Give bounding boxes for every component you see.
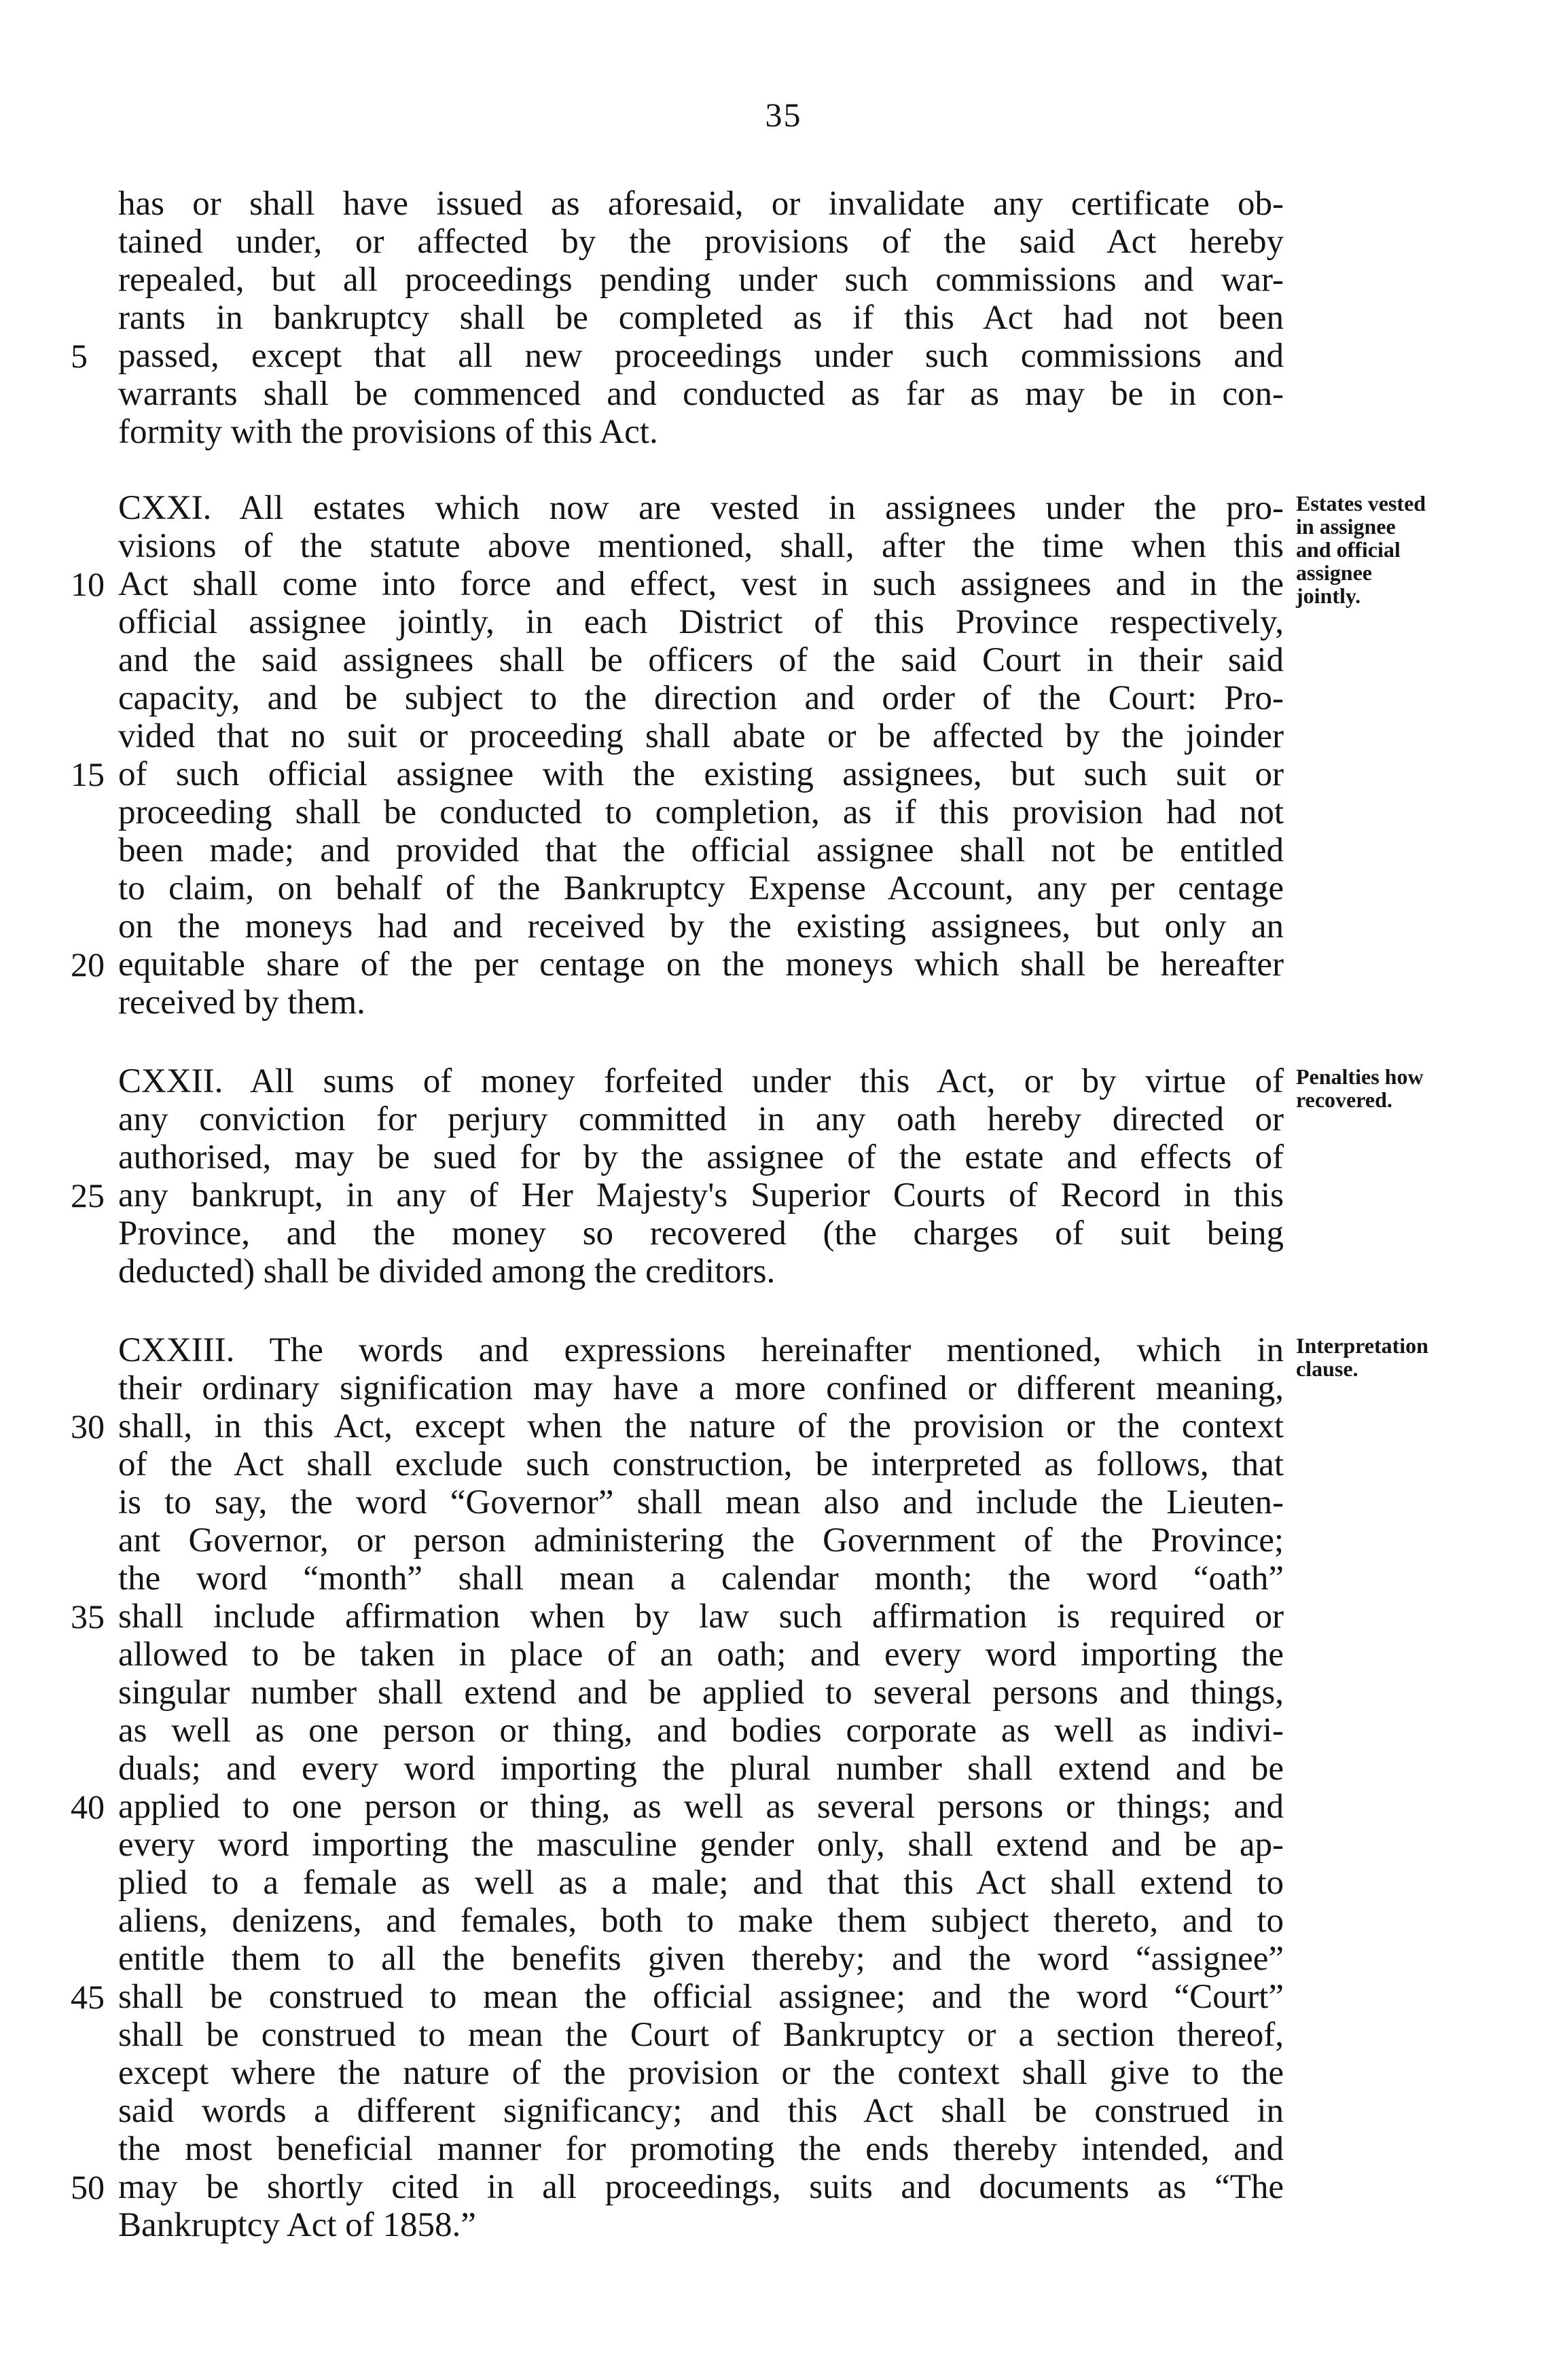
line-number: 5 [71,337,88,375]
text-line: shall be construed to mean the Court of Bankruptcy or a section thereof, [118,2016,1284,2054]
line-number: 35 [71,1598,105,1636]
text-line: CXXII. All sums of money forfeited under this Act, or by virtue of [118,1062,1284,1100]
line-number: 50 [71,2168,105,2206]
margin-note-line: Penalties how [1296,1064,1424,1089]
text-line: has or shall have issued as aforesaid, or invalidate any certificate ob- [118,185,1284,223]
text-line: on the moneys had and received by the existing assignees, but only an [118,907,1284,945]
text-line: been made; and provided that the official assignee shall not be entitled [118,831,1284,869]
text-line: may be shortly cited in all proceedings, suits and documents as “The [118,2168,1284,2206]
text-line: vided that no suit or proceeding shall abate or be affected by the joinder [118,717,1284,755]
text-line: capacity, and be subject to the direction and order of the Court: Pro- [118,679,1284,717]
text-line: authorised, may be sued for by the assignee of the estate and effects of [118,1138,1284,1176]
line-number: 25 [71,1176,105,1214]
line-number: 10 [71,565,105,603]
text-line: allowed to be taken in place of an oath; and every word importing the [118,1636,1284,1674]
margin-note-line: Estates vested [1296,491,1426,516]
text-line: official assignee jointly, in each District of this Province respectively, [118,603,1284,641]
text-line: any conviction for perjury committed in any oath hereby directed or [118,1100,1284,1138]
text-line: deducted) shall be divided among the creditors. [118,1252,776,1291]
text-line: the most beneficial manner for promoting the ends thereby intended, and [118,2130,1284,2168]
text-line: any bankrupt, in any of Her Majesty's Superior Courts of Record in this [118,1176,1284,1214]
text-line: shall include affirmation when by law such affirmation is required or [118,1598,1284,1636]
text-line: Bankruptcy Act of 1858.” [118,2206,476,2244]
text-line: to claim, on behalf of the Bankruptcy Expense Account, any per centage [118,869,1284,907]
text-line: proceeding shall be conducted to completion, as if this provision had not [118,793,1284,831]
text-line: said words a different significancy; and this Act shall be construed in [118,2092,1284,2130]
text-line: shall be construed to mean the official assignee; and the word “Court” [118,1978,1284,2016]
margin-note-line: recovered. [1296,1087,1392,1112]
margin-note-line: in assignee [1296,514,1396,539]
text-line: is to say, the word “Governor” shall mean also and include the Lieuten- [118,1483,1284,1521]
text-line: every word importing the masculine gender only, shall extend and be ap- [118,1826,1284,1864]
margin-note-penalties [1296,1065,1554,1111]
text-line: aliens, denizens, and females, both to make them subject thereto, and to [118,1902,1284,1940]
text-line: received by them. [118,984,365,1022]
margin-note-line: Interpretation [1296,1333,1428,1358]
text-line: shall, in this Act, except when the nature of the provision or the context [118,1407,1284,1445]
text-line: passed, except that all new proceedings under such commissions and [118,337,1284,375]
margin-note-estates-vested [1296,492,1554,607]
text-line: equitable share of the per centage on the moneys which shall be hereafter [118,945,1284,984]
margin-note-line: assignee [1296,560,1372,585]
text-line: entitle them to all the benefits given thereby; and the word “assignee” [118,1940,1284,1978]
margin-note-line: clause. [1296,1356,1358,1381]
text-line: as well as one person or thing, and bodies corporate as well as indivi- [118,1712,1284,1750]
margin-note-line: jointly. [1296,583,1361,608]
margin-note-line: and official [1296,537,1401,562]
text-line: except where the nature of the provision or the context shall give to the [118,2054,1284,2092]
text-line: Act shall come into force and effect, vest in such assignees and in the [118,565,1284,603]
text-line: their ordinary signification may have a more confined or different meaning, [118,1369,1284,1407]
text-line: the word “month” shall mean a calendar month; the word “oath” [118,1559,1284,1598]
text-line: CXXI. All estates which now are vested in assignees under the pro- [118,489,1284,527]
text-line: CXXIII. The words and expressions hereinafter mentioned, which in [118,1331,1284,1369]
line-number: 20 [71,945,105,984]
text-line: singular number shall extend and be applied to several persons and things, [118,1674,1284,1712]
text-line: duals; and every word importing the plural number shall extend and be [118,1750,1284,1788]
text-line: repealed, but all proceedings pending under such commissions and war- [118,261,1284,299]
text-line: and the said assignees shall be officers of the said Court in their said [118,641,1284,679]
text-line: of such official assignee with the existing assignees, but such suit or [118,755,1284,793]
line-number: 15 [71,755,105,793]
text-line: rants in bankruptcy shall be completed as if this Act had not been [118,299,1284,337]
text-line: Province, and the money so recovered (the charges of suit being [118,1214,1284,1252]
text-line: warrants shall be commenced and conducted as far as may be in con- [118,375,1284,413]
line-number: 45 [71,1978,105,2016]
line-number: 40 [71,1788,105,1826]
text-line: applied to one person or thing, as well as several persons or things; and [118,1788,1284,1826]
text-line: visions of the statute above mentioned, shall, after the time when this [118,527,1284,565]
text-line: formity with the provisions of this Act. [118,413,658,451]
text-line: tained under, or affected by the provisions of the said Act hereby [118,223,1284,261]
page-number: 35 [765,96,802,134]
text-line: ant Governor, or person administering the Government of the Province; [118,1521,1284,1559]
line-number: 30 [71,1407,105,1445]
margin-note-interpretation [1296,1334,1554,1380]
text-line: of the Act shall exclude such construction, be interpreted as follows, that [118,1445,1284,1483]
text-line: plied to a female as well as a male; and that this Act shall extend to [118,1864,1284,1902]
